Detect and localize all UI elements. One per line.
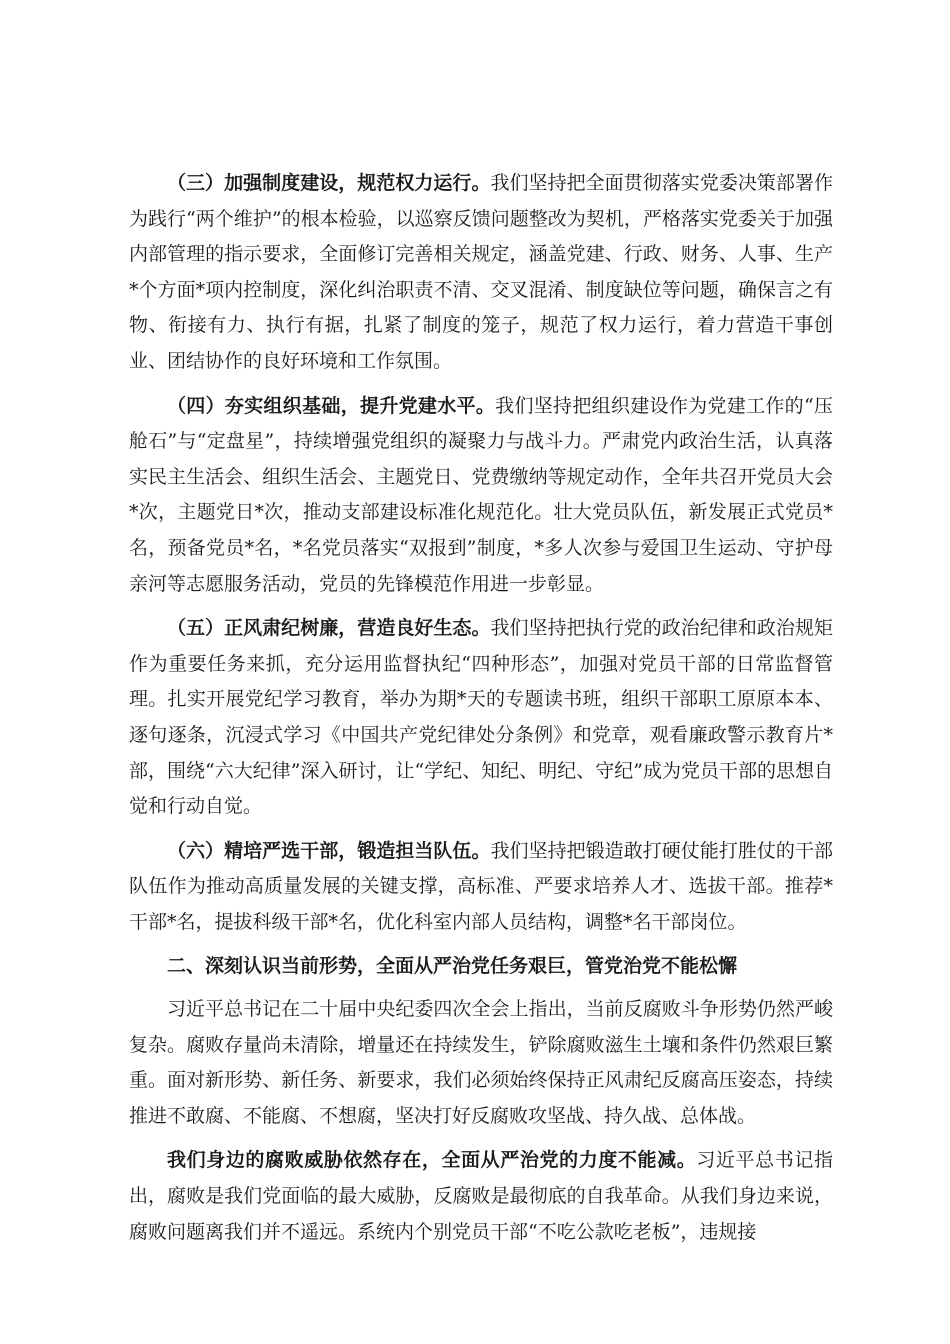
paragraph-organization-foundation: [129, 389, 833, 603]
paragraph-lead: （六）精培严选干部，锻造担当队伍。: [167, 839, 491, 862]
paragraph-lead: （五）正风肃纪树廉，营造良好生态。: [167, 617, 491, 640]
document-body: [129, 166, 833, 1259]
paragraph-corruption-threat: [129, 1143, 833, 1250]
paragraph-institution-building: [129, 166, 833, 380]
paragraph-lead: 我们身边的腐败威胁依然存在，全面从严治党的力度不能减。: [167, 1149, 697, 1172]
paragraph-text: 习近平总书记在二十届中央纪委四次全会上指出，当前反腐败斗争形势仍然严峻复杂。腐败存量尚未清除，增量还在持续发生，铲除腐败滋生土壤和条件仍然艰巨繁重。面对新形势、新任务、新要求，我们必须始终保持正风肃纪反腐高压姿态，持续推进不敢腐、不能腐、不想腐，坚决打好反腐败攻坚战、持久战、总体战。: [129, 998, 833, 1127]
paragraph-text: 我们坚持把锻造敢打硬仗能打胜仗的干部队伍作为推动高质量发展的关键支撑，高标准、严要求培养人才、选拔干部。推荐*干部*名，提拔科级干部*名，优化科室内部人员结构，调整*名干部岗位。: [129, 839, 833, 933]
paragraph-lead: （三）加强制度建设，规范权力运行。: [167, 172, 491, 194]
paragraph-discipline-integrity: [129, 611, 833, 825]
paragraph-text: 习近平总书记指出，腐败是我们党面临的最大威胁，反腐败是最彻底的自我革命。从我们身边来说，腐败问题离我们并不遥远。系统内个别党员干部“不吃公款吃老板”，违规接: [129, 1149, 833, 1243]
paragraph-cadre-selection: [129, 834, 833, 941]
paragraph-text: 我们坚持把组织建设作为党建工作的“压舱石”与“定盘星”，持续增强党组织的凝聚力与战斗力。严肃党内政治生活，认真落实民主生活会、组织生活会、主题党日、党费缴纳等规定动作，全年共召开党员大会*次，主题党日*次，推动支部建设标准化规范化。壮大党员队伍，新发展正式党员*名，预备党员*名，*名党员落实“双报到”制度，*多人次参与爱国卫生运动、守护母亲河等志愿服务活动，党员的先锋模范作用进一步彰显。: [129, 394, 833, 595]
paragraph-text: 我们坚持把全面贯彻落实党委决策部署作为践行“两个维护”的根本检验，以巡察反馈问题整改为契机，严格落实党委关于加强内部管理的指示要求，全面修订完善相关规定，涵盖党建、行政、财务、人事、生产*个方面*项内控制度，深化纠治职责不清、交叉混淆、制度缺位等问题，确保言之有物、衔接有力、执行有据，扎紧了制度的笼子，规范了权力运行，着力营造干事创业、团结协作的良好环境和工作氛围。: [129, 172, 833, 372]
section-heading: 二、深刻认识当前形势，全面从严治党任务艰巨，管党治党不能松懈: [167, 955, 738, 978]
paragraph-text: 我们坚持把执行党的政治纪律和政治规矩作为重要任务来抓，充分运用监督执纪“四种形态”，加强对党员干部的日常监督管理。扎实开展党纪学习教育，举办为期*天的专题读书班，组织干部职工原原本本、逐句逐条，沉浸式学习《中国共产党纪律处分条例》和党章，观看廉政警示教育片*部，围绕“六大纪律”深入研讨，让“学纪、知纪、明纪、守纪”成为党员干部的思想自觉和行动自觉。: [129, 617, 833, 818]
paragraph-current-situation: [129, 992, 833, 1134]
paragraph-lead: （四）夯实组织基础，提升党建水平。: [167, 394, 496, 417]
